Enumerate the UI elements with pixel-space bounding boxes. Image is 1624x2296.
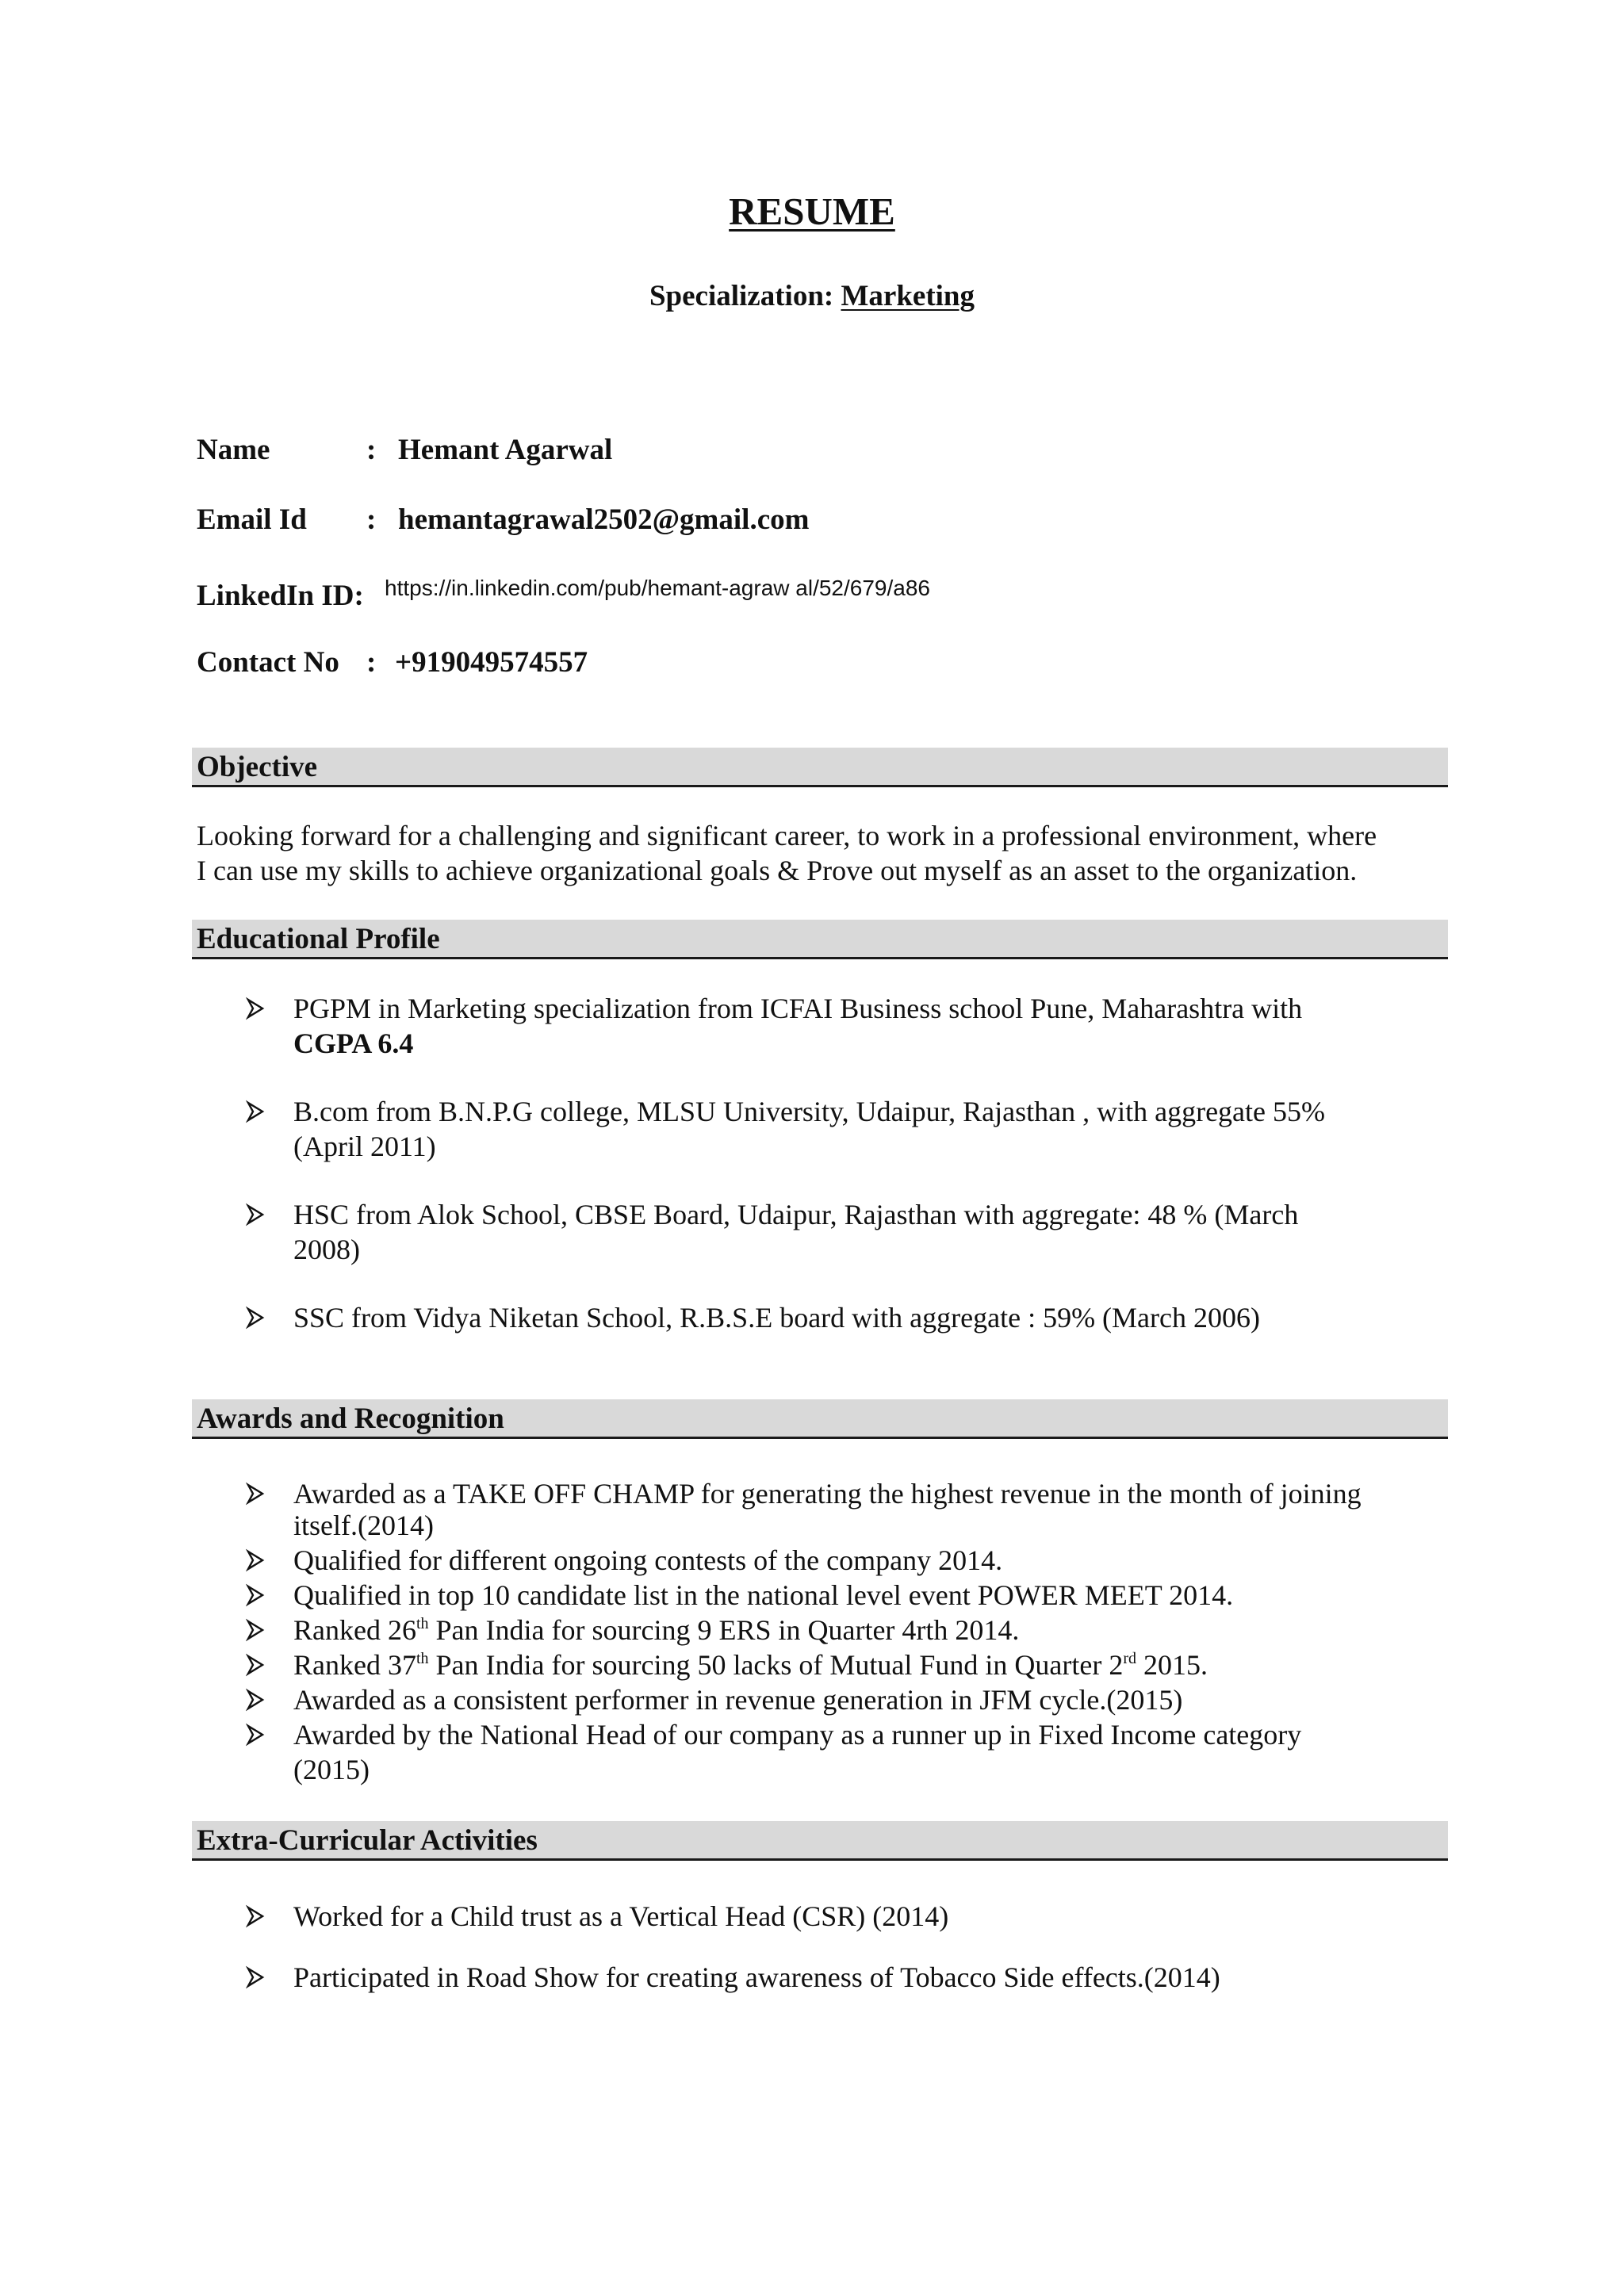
education-item-text-cont: (April 2011) bbox=[293, 1131, 436, 1162]
award-item-text: Qualified for different ongoing contests of the company 2014. bbox=[293, 1544, 1003, 1576]
award-year: 2015. bbox=[1136, 1649, 1208, 1681]
resume-title: RESUME bbox=[729, 189, 895, 233]
education-item-text: HSC from Alok School, CBSE Board, Udaipur, Rajasthan with aggregate: 48 % (March bbox=[293, 1199, 1299, 1230]
objective-line-1: Looking forward for a challenging and significant career, to work in a professional environment, where bbox=[197, 820, 1377, 851]
activity-item-text: Participated in Road Show for creating awareness of Tobacco Side effects.(2014) bbox=[293, 1961, 1220, 1993]
name-value: Hemant Agarwal bbox=[398, 434, 613, 466]
award-item-text-cont: (2015) bbox=[293, 1754, 370, 1785]
education-item-text-cont: 2008) bbox=[293, 1234, 360, 1265]
award-item-text bbox=[293, 1647, 1459, 1682]
specialization-value: Marketing bbox=[841, 280, 975, 312]
education-item-text: SSC from Vidya Niketan School, R.B.S.E board with aggregate : 59% (March 2006) bbox=[293, 1302, 1260, 1334]
activity-item-text: Worked for a Child trust as a Vertical Head (CSR) (2014) bbox=[293, 1900, 949, 1932]
education-item-cgpa: CGPA 6.4 bbox=[293, 1027, 414, 1059]
award-rank-rest: Pan India for sourcing 9 ERS in Quarter 4rth 2014. bbox=[428, 1614, 1020, 1646]
arrow-bullet-icon bbox=[246, 1543, 265, 1578]
arrow-bullet-icon bbox=[246, 1960, 265, 1995]
arrow-bullet-icon bbox=[246, 1300, 265, 1335]
award-quarter-suffix: rd bbox=[1123, 1650, 1137, 1667]
award-item-text: Awarded as a consistent performer in revenue generation in JFM cycle.(2015) bbox=[293, 1684, 1183, 1716]
email-label: Email Id bbox=[197, 503, 307, 536]
award-rank-rest: Pan India for sourcing 50 lacks of Mutual Fund in Quarter 2 bbox=[428, 1649, 1124, 1681]
education-item-text: B.com from B.N.P.G college, MLSU University, Udaipur, Rajasthan , with aggregate 55% bbox=[293, 1096, 1325, 1127]
arrow-bullet-icon bbox=[246, 1197, 265, 1232]
contact-label: Contact No bbox=[197, 646, 339, 679]
award-rank-suffix: th bbox=[416, 1650, 429, 1667]
arrow-bullet-icon bbox=[246, 1717, 265, 1752]
email-value[interactable]: hemantagrawal2502@gmail.com bbox=[398, 503, 810, 536]
award-item-text-cont: itself.(2014) bbox=[293, 1510, 434, 1541]
name-colon: : bbox=[366, 434, 377, 466]
section-heading-objective: Objective bbox=[192, 748, 1448, 787]
award-item-text bbox=[293, 1613, 1459, 1647]
award-rank-text: Ranked 26 bbox=[293, 1614, 416, 1646]
objective-line-2: I can use my skills to achieve organizational goals & Prove out myself as an asset to the organization. bbox=[197, 855, 1358, 886]
linkedin-url[interactable]: https://in.linkedin.com/pub/hemant-agraw al/52/679/a86 bbox=[385, 576, 930, 600]
contact-value: +919049574557 bbox=[395, 646, 588, 679]
arrow-bullet-icon bbox=[246, 1578, 265, 1613]
linkedin-label: LinkedIn ID: bbox=[197, 580, 364, 612]
arrow-bullet-icon bbox=[246, 1094, 265, 1129]
specialization-line bbox=[0, 279, 1624, 313]
arrow-bullet-icon bbox=[246, 1613, 265, 1647]
email-colon: : bbox=[366, 503, 377, 536]
award-rank-suffix: th bbox=[416, 1615, 429, 1632]
award-item-text: Awarded as a TAKE OFF CHAMP for generating the highest revenue in the month of joining bbox=[293, 1478, 1362, 1510]
award-rank-text: Ranked 37 bbox=[293, 1649, 416, 1681]
section-heading-education: Educational Profile bbox=[192, 920, 1448, 959]
arrow-bullet-icon bbox=[246, 1682, 265, 1717]
arrow-bullet-icon bbox=[246, 1476, 265, 1511]
contact-colon: : bbox=[366, 646, 377, 679]
section-heading-extracurricular: Extra-Curricular Activities bbox=[192, 1821, 1448, 1861]
award-item-text: Qualified in top 10 candidate list in the national level event POWER MEET 2014. bbox=[293, 1579, 1234, 1611]
specialization-label: Specialization: bbox=[649, 280, 834, 312]
arrow-bullet-icon bbox=[246, 1647, 265, 1682]
name-label: Name bbox=[197, 434, 270, 466]
section-heading-awards: Awards and Recognition bbox=[192, 1399, 1448, 1439]
education-item-text: PGPM in Marketing specialization from ICFAI Business school Pune, Maharashtra with bbox=[293, 993, 1303, 1024]
award-item-text: Awarded by the National Head of our company as a runner up in Fixed Income category bbox=[293, 1719, 1302, 1751]
arrow-bullet-icon bbox=[246, 991, 265, 1026]
arrow-bullet-icon bbox=[246, 1899, 265, 1934]
